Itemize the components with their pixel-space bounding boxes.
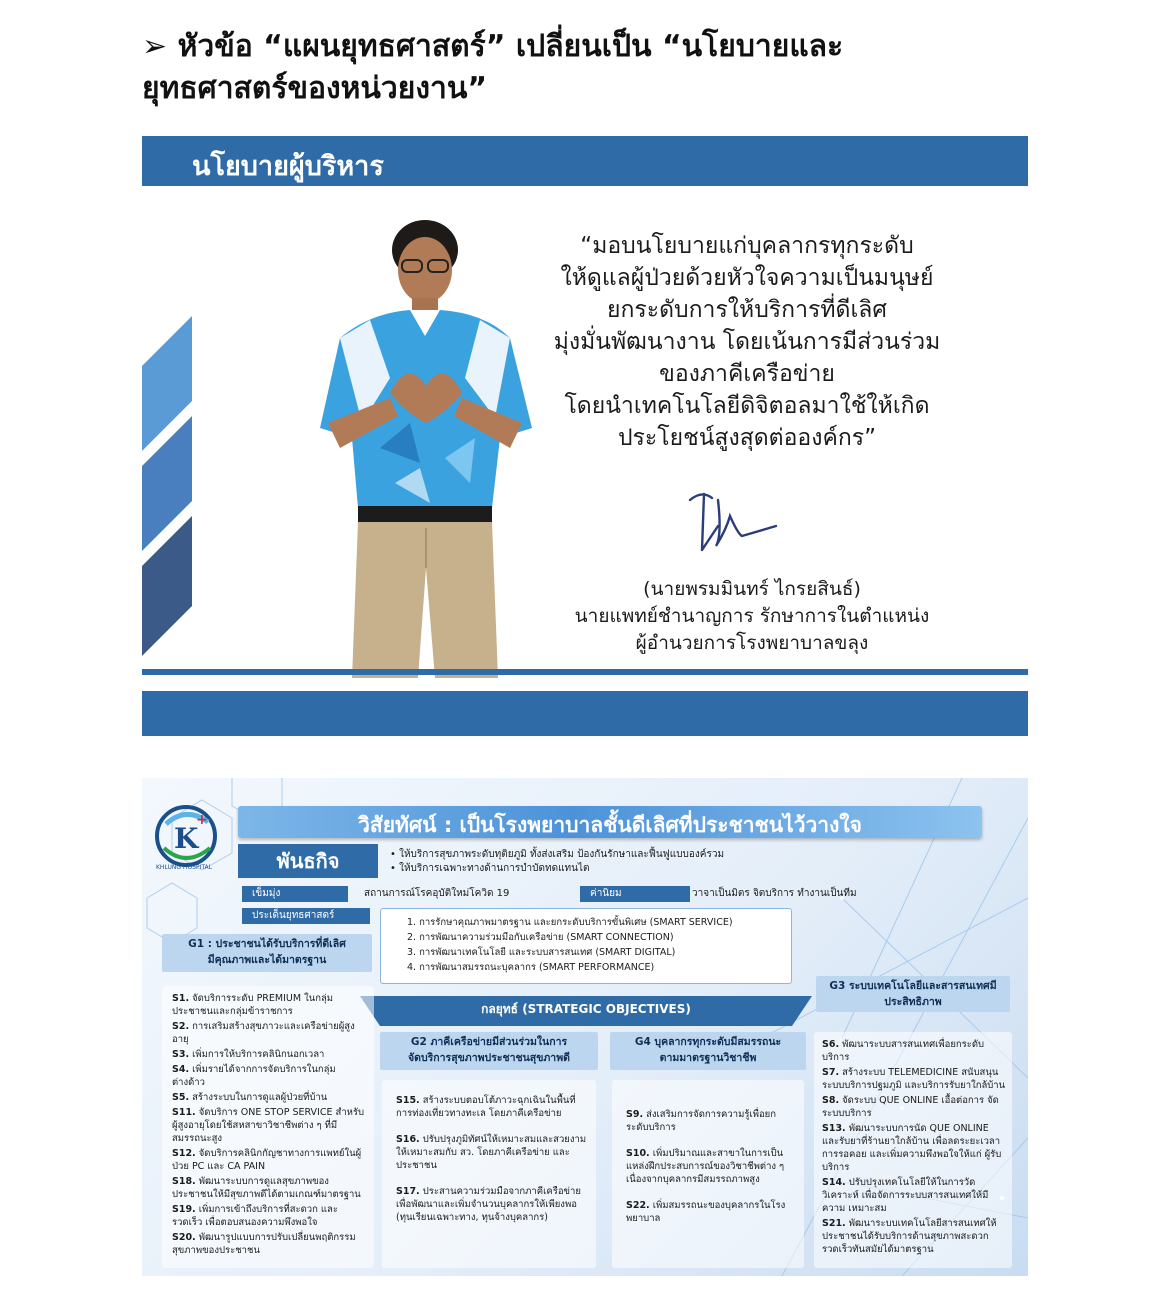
quote-line: ประโยชน์สูงสุดต่อองค์กร” [617, 425, 877, 451]
target-label: เข็มมุ่ง [242, 886, 348, 902]
objective-item: S21. พัฒนาระบบเทคโนโลยีสารสนเทศให้ประชาชนได้รับบริการด้านสุขภาพสะดวกรวดเร็วทันสมัยได้มาตรฐาน [822, 1218, 997, 1255]
objective-item: S18. พัฒนาระบบการดูแลสุขภาพของประชาชนให้มีสุขภาพดีได้ตามเกณฑ์มาตรฐาน [172, 1176, 361, 1200]
mission-list [390, 848, 724, 876]
g3-objectives [814, 1032, 1012, 1268]
heading-line-2: ยุทธศาสตร์ของหน่วยงาน” [142, 71, 488, 106]
g1-objectives [162, 986, 374, 1268]
objective-item: S10. เพิ่มปริมาณและสาขาในการเป็นแหล่งฝึกประสบการณ์ของวิชาชีพต่าง ๆ เนื่องจากบุคลากรมีสมรรถภาพสูง [626, 1148, 785, 1185]
objective-item: S17. ประสานความร่วมมือจากภาคีเครือข่าย เพื่อพัฒนาและเพิ่มจำนวนบุคลากรให้เพียงพอ (ทุนเรียนเฉพาะทาง, ทุนจ้างบุคลากร) [396, 1186, 581, 1223]
goal-g3-header [816, 976, 1010, 1012]
objective-item: S20. พัฒนารูปแบบการปรับเปลี่ยนพฤติกรรม สุขภาพของประชาชน [172, 1232, 356, 1256]
signer-role: ผู้อำนวยการโรงพยาบาลขลุง [635, 632, 869, 654]
objective-item: S9. ส่งเสริมการจัดการความรู้เพื่อยกระดับบริการ [626, 1109, 776, 1133]
policy-footer-bar [142, 691, 1028, 736]
g4-objectives [612, 1080, 804, 1268]
quote-line: “มอบนโยบายแก่บุคลากรทุกระดับ [580, 233, 914, 259]
objective-item: S8. จัดระบบ QUE ONLINE เอื้อต่อการ จัดระบบบริการ [822, 1095, 999, 1119]
quote-line: ให้ดูแลผู้ป่วยด้วยหัวใจความเป็นมนุษย์ [560, 265, 934, 291]
svg-text:+: + [196, 812, 208, 828]
quote-line: มุ่งมั่นพัฒนางาน โดยเน้นการมีส่วนร่วม [553, 329, 941, 355]
objective-item: S12. จัดบริการคลินิกกัญชาทางการแพทย์ในผู้ป่วย PC และ CA PAIN [172, 1148, 362, 1172]
objective-item: S3. เพิ่มการให้บริการคลินิกนอกเวลา [172, 1049, 325, 1060]
svg-text:K: K [174, 822, 199, 855]
issue-item: 4. การพัฒนาสมรรถนะบุคลากร (SMART PERFORMANCE) [407, 962, 655, 973]
objective-item: S16. ปรับปรุงภูมิทัศน์ให้เหมาะสมและสวยงามให้เหมาะสมกับ สว. โดยภาคีเครือข่าย และประชาชน [396, 1134, 587, 1171]
strategic-issues-box [380, 908, 792, 984]
objective-item: S4. เพิ่มรายได้จากการจัดบริการในกลุ่มต่างด้าว [172, 1064, 336, 1088]
objective-item: S6. พัฒนาระบบสารสนเทศเพื่อยกระดับบริการ [822, 1039, 985, 1063]
quote-line: ของภาคีเครือข่าย [659, 361, 835, 387]
issue-item: 3. การพัฒนาเทคโนโลยี และระบบสารสนเทศ (SMART DIGITAL) [407, 947, 676, 958]
signer-position: นายแพทย์ชำนาญการ รักษาการในตำแหน่ง [574, 605, 930, 627]
issue-item: 2. การพัฒนาความร่วมมือกับเครือข่าย (SMART CONNECTION) [407, 932, 674, 943]
goal-g3-line: G3 ระบบเทคโนโลยีและสารสนเทศมี [829, 980, 997, 992]
policy-title: นโยบายผู้บริหาร [192, 151, 384, 182]
decorative-stripes [142, 316, 202, 656]
policy-slide [142, 136, 1028, 736]
goal-g2-header [380, 1032, 598, 1070]
goal-g2-line: G2 ภาคีเครือข่ายมีส่วนร่วมในการ [410, 1036, 568, 1048]
issue-item: 1. การรักษาคุณภาพมาตรฐาน และยกระดับบริการขั้นพิเศษ (SMART SERVICE) [407, 917, 733, 928]
vision-bar [238, 806, 982, 838]
objective-item: S15. สร้างระบบตอบโต้ภาวะฉุกเฉินในพื้นที่ การท่องเที่ยวทางทะเล โดยภาคีเครือข่าย [396, 1095, 576, 1119]
objective-item: S2. การเสริมสร้างสุขภาวะและเครือข่ายผู้สูงอายุ [172, 1021, 355, 1045]
section-heading [142, 26, 1042, 110]
goal-g1-line: มีคุณภาพและได้มาตรฐาน [207, 954, 327, 966]
goal-g1-header [162, 934, 372, 972]
signer-block [502, 576, 1002, 657]
quote-line: โดยนำเทคโนโลยีดิจิตอลมาใช้ให้เกิด [564, 393, 930, 419]
objective-item: S14. ปรับปรุงเทคโนโลยีให้ในการวัดวิเคราะห์ เพื่อจัดการระบบสารสนเทศให้มีความ เหมาะสม [822, 1177, 989, 1214]
policy-quote [482, 230, 1012, 454]
objective-item: S1. จัดบริการระดับ PREMIUM ในกลุ่มประชาชนและกลุ่มข้าราชการ [172, 993, 334, 1017]
strategy-slide [142, 778, 1028, 1276]
objective-item: S7. สร้างระบบ TELEMEDICINE สนับสนุนระบบบริการปฐมภูมิ และบริการรับยาใกล้บ้าน [822, 1067, 1006, 1091]
divider-line [142, 669, 1028, 675]
objective-item: S5. สร้างระบบในการดูแลผู้ป่วยที่บ้าน [172, 1092, 328, 1103]
values-text: วาจาเป็นมิตร จิตบริการ ทำงานเป็นทีม [692, 888, 857, 899]
target-text: สถานการณ์โรคอุบัติใหม่โควิด 19 [364, 888, 510, 899]
vision-text: วิสัยทัศน์ : เป็นโรงพยาบาลชั้นดีเลิศที่ประชาชนไว้วางใจ [358, 813, 862, 837]
objective-item: S19. เพิ่มการเข้าถึงบริการที่สะดวก และรวดเร็ว เพื่อตอบสนองความพึงพอใจ [172, 1204, 338, 1228]
mission-item: • ให้บริการสุขภาพระดับทุติยภูมิ ทั้งส่งเสริม ป้องกันรักษาและฟื้นฟูแบบองค์รวม [390, 848, 724, 862]
goal-g1-line: G1 : ประชาชนได้รับบริการที่ดีเลิศ [188, 938, 346, 950]
values-label: ค่านิยม [580, 886, 690, 902]
goal-g2-line: จัดบริการสุขภาพประชาชนสุขภาพดี [408, 1052, 570, 1064]
objective-item: S11. จัดบริการ ONE STOP SERVICE สำหรับ ผู้สูงอายุโดยใช้สหสาขาวิชาชีพต่าง ๆ ที่มีสมรรถนะสูง [172, 1107, 365, 1144]
issues-label: ประเด็นยุทธศาสตร์ [242, 908, 370, 924]
signature [682, 486, 782, 556]
objective-item: S22. เพิ่มสมรรถนะของบุคลากรในโรงพยาบาล [626, 1200, 786, 1224]
objective-item: S13. พัฒนาระบบการนัด QUE ONLINE และรับยาที่ร้านยาใกล้บ้าน เพื่อลดระยะเวลาการรอคอย และเพิ่มความพึงพอใจให้แก่ ผู้รับบริการ [822, 1123, 1002, 1173]
mission-item: • ให้บริการเฉพาะทางด้านการบำบัดทดแทนไต [390, 862, 724, 876]
hospital-logo [152, 804, 220, 868]
goal-g3-line: ประสิทธิภาพ [884, 996, 942, 1008]
goal-g4-line: ตามมาตรฐานวิชาชีพ [659, 1052, 757, 1064]
heading-line-1: ➢ หัวข้อ “แผนยุทธศาสตร์” เปลี่ยนเป็น “นโยบายและ [142, 29, 844, 64]
strategy-band-label: กลยุทธ์ (STRATEGIC OBJECTIVES) [481, 1002, 691, 1016]
quote-line: ยกระดับการให้บริการที่ดีเลิศ [606, 297, 888, 323]
goal-g4-header [610, 1032, 806, 1070]
g2-objectives [382, 1080, 596, 1268]
goal-g4-line: G4 บุคลากรทุกระดับมีสมรรถนะ [634, 1036, 782, 1048]
logo-label: KHLUNG HOSPITAL [156, 864, 213, 871]
signer-name: (นายพรมมินทร์ ไกรยสินธ์) [643, 578, 861, 600]
mission-label: พันธกิจ [238, 844, 378, 878]
